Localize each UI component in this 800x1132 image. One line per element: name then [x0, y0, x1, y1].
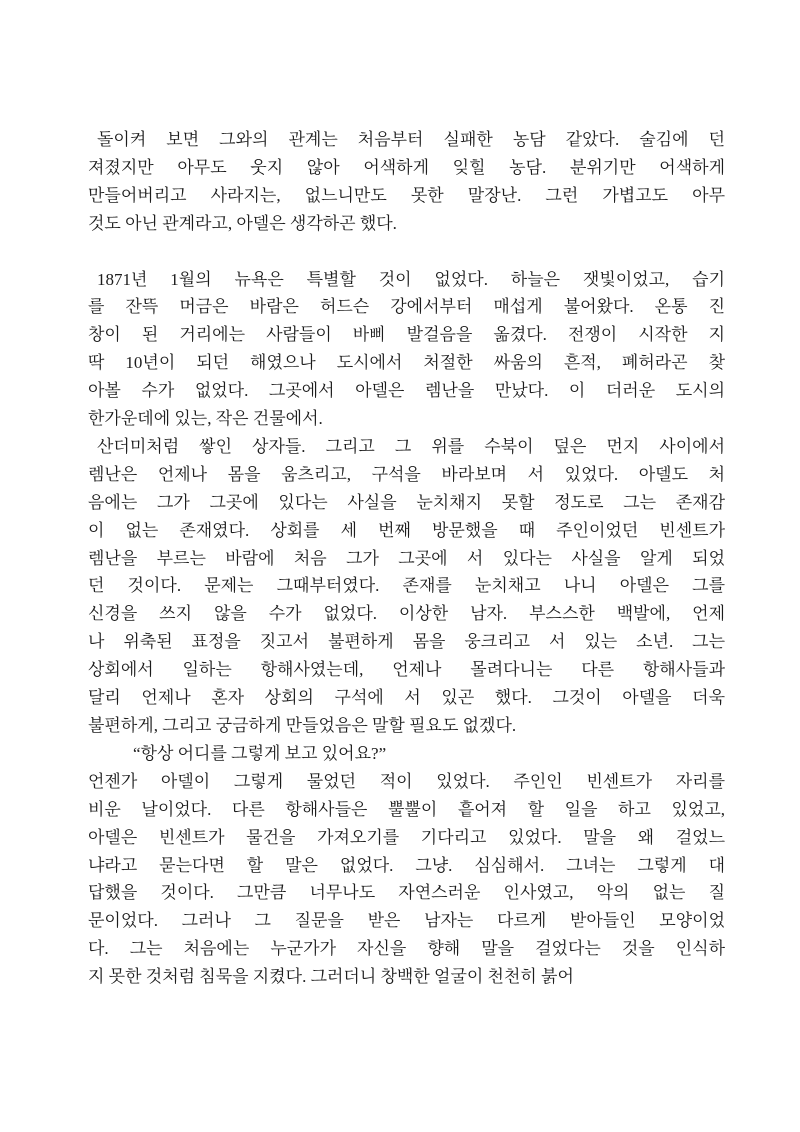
text-line: 지 못한 것처럼 침묵을 지켰다. 그러더니 창백한 얼굴이 천천히 붉어	[88, 967, 574, 987]
text-line: 불편하게, 그리고 궁금하게 만들었음은 말할 필요도 없겠다.	[88, 716, 517, 736]
text-line: 져졌지만 아무도 웃지 않아 어색하게 잊힐 농담. 분위기만 어색하게	[88, 157, 725, 177]
text-line: 문이었다. 그러나 그 질문을 받은 남자는 다르게 받아들인 모양이었	[88, 911, 725, 931]
text-line: 것도 아닌 관계라고, 아델은 생각하곤 했다.	[88, 213, 397, 233]
text-line: 한가운데에 있는, 작은 건물에서.	[88, 409, 323, 429]
blank-line	[88, 238, 725, 266]
text-line: 1871년 1월의 뉴욕은 특별할 것이 없었다. 하늘은 잿빛이었고, 습기	[97, 269, 725, 289]
text-line: 렘난은 언제나 몸을 움츠리고, 구석을 바라보며 서 있었다. 아델도 처	[88, 464, 725, 484]
text-line: 렘난을 부르는 바람에 처음 그가 그곳에 서 있다는 사실을 알게 되었	[88, 548, 725, 568]
text-line: 언젠가 아델이 그렇게 물었던 적이 있었다. 주인인 빈센트가 자리를	[88, 771, 725, 791]
text-line: 상회에서 일하는 항해사였는데, 언제나 몰려다니는 다른 항해사들과	[88, 660, 725, 680]
text-line: 비운 날이었다. 다른 항해사들은 뿔뿔이 흩어져 할 일을 하고 있었고,	[88, 799, 725, 819]
text-line: 돌이켜 보면 그와의 관계는 처음부터 실패한 농담 같았다. 술김에 던	[97, 130, 725, 149]
text-line: 아델은 빈센트가 물건을 가져오기를 기다리고 있었다. 말을 왜 걸었느	[88, 827, 725, 847]
text-line: 창이 된 거리에는 사람들이 바삐 발걸음을 옮겼다. 전쟁이 시작한 지	[88, 325, 725, 345]
text-line: 냐라고 묻는다면 할 말은 없었다. 그냥. 심심해서. 그녀는 그렇게 대	[88, 855, 725, 875]
text-line: 답했을 것이다. 그만큼 너무나도 자연스러운 인사였고, 악의 없는 질	[88, 883, 725, 903]
text-line: 산더미처럼 쌓인 상자들. 그리고 그 위를 수북이 덮은 먼지 사이에서	[97, 436, 725, 456]
text-line: 음에는 그가 그곳에 있다는 사실을 눈치채지 못할 정도로 그는 존재감	[88, 492, 725, 512]
text-block	[88, 126, 725, 991]
text-line: 신경을 쓰지 않을 수가 없었다. 이상한 남자. 부스스한 백발에, 언제	[88, 604, 725, 624]
text-line: 나 위축된 표정을 짓고서 불편하게 몸을 웅크리고 서 있는 소년. 그는	[88, 632, 725, 652]
text-line: 아볼 수가 없었다. 그곳에서 아델은 렘난을 만났다. 이 더러운 도시의	[88, 381, 725, 401]
text-line: 다. 그는 처음에는 누군가가 자신을 향해 말을 걸었다는 것을 인식하	[88, 939, 725, 959]
text-line: “항상 어디를 그렇게 보고 있어요?”	[133, 743, 387, 763]
text-line: 달리 언제나 혼자 상회의 구석에 서 있곤 했다. 그것이 아델을 더욱	[88, 688, 725, 708]
text-line: 던 것이다. 문제는 그때부터였다. 존재를 눈치채고 나니 아델은 그를	[88, 576, 725, 596]
text-line: 딱 10년이 되던 해였으나 도시에서 처절한 싸움의 흔적, 폐허라곤 찾	[88, 353, 725, 373]
text-line: 를 잔뜩 머금은 바람은 허드슨 강에서부터 매섭게 불어왔다. 온통 진	[88, 297, 725, 317]
text-line: 만들어버리고 사라지는, 없느니만도 못한 말장난. 그런 가볍고도 아무	[88, 185, 725, 205]
text-line: 이 없는 존재였다. 상회를 세 번째 방문했을 때 주인이었던 빈센트가	[88, 520, 725, 540]
